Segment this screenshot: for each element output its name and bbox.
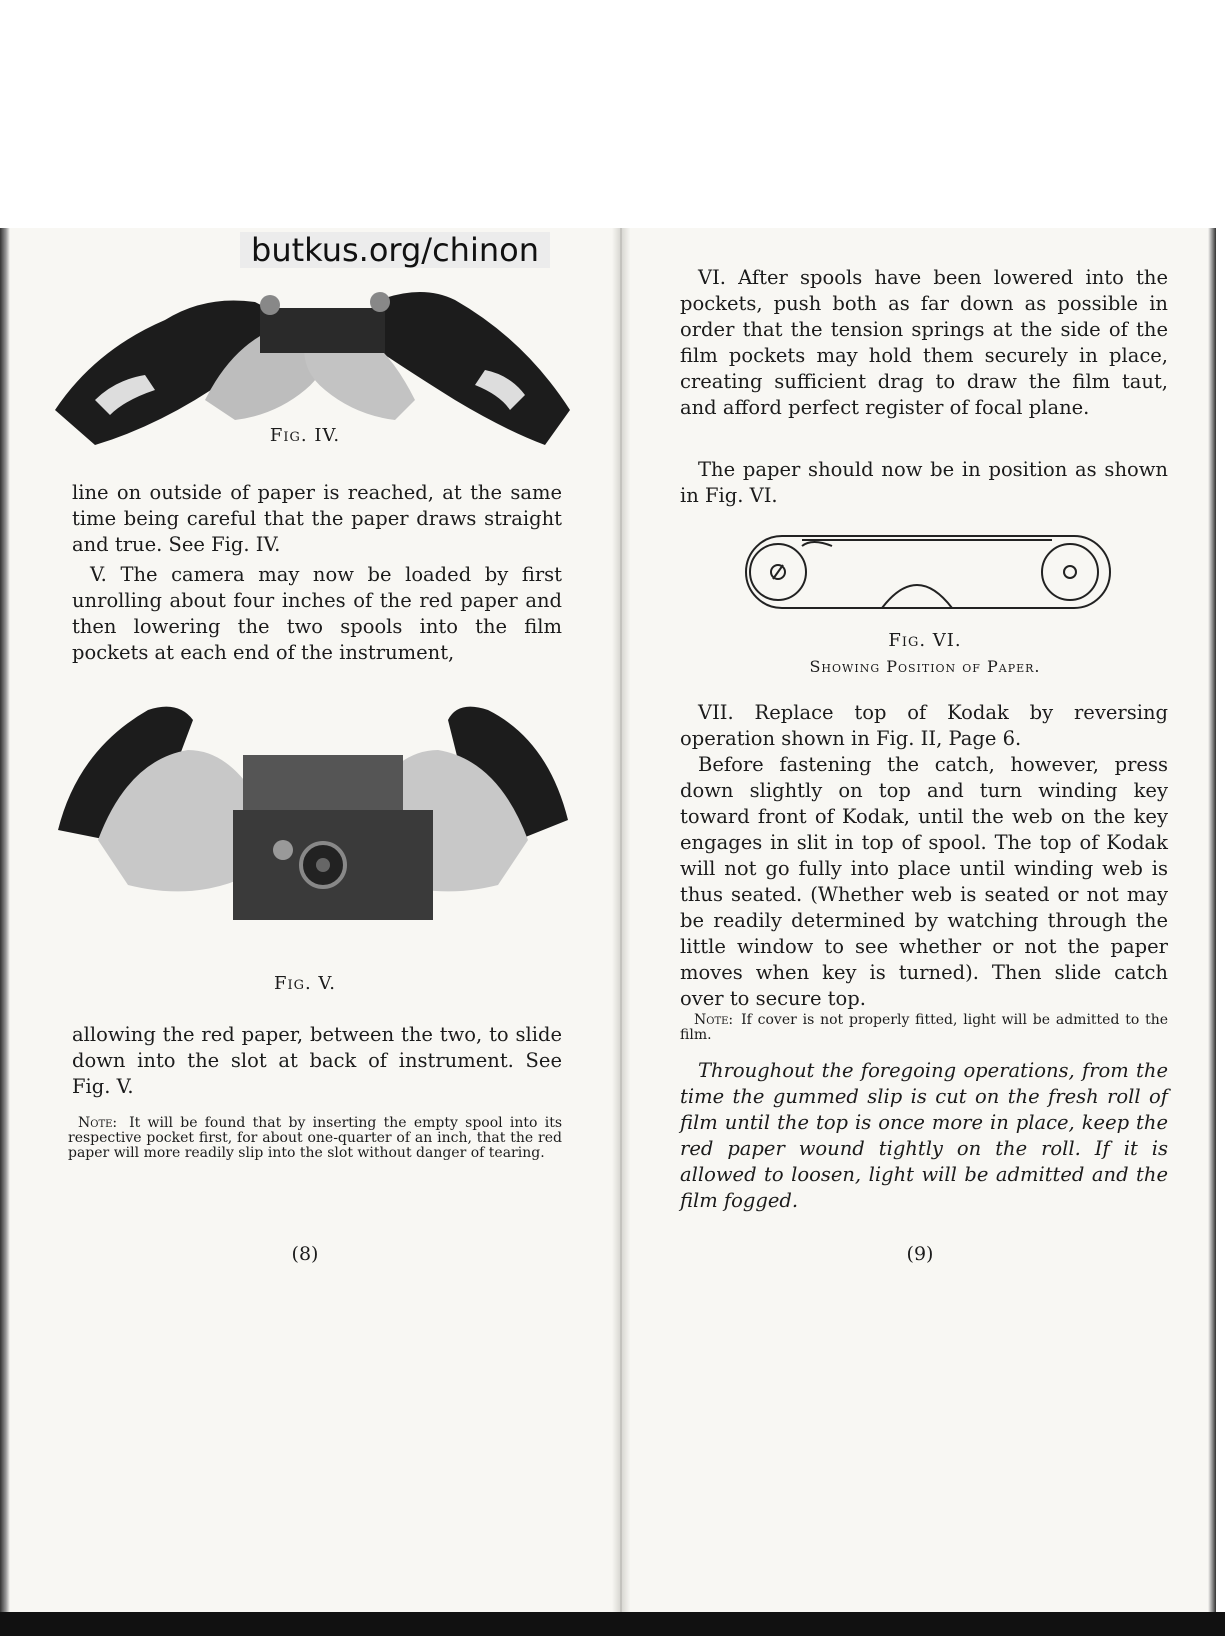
- left-note-label: Note:: [78, 1115, 118, 1131]
- right-paragraph-4: Before fastening the catch, however, press down slightly on top and turn winding key toward front of Kodak, until the web on the key engages in slit in top of spool. The top of Kodak will not go fully into place until winding web is thus seated. (Whether web is seated or not may be readily determined by watching through the little window to see whether or not the paper moves when key is turned). Then slide catch over to secure top.: [680, 753, 1168, 1010]
- left-page-number: (8): [291, 1243, 319, 1265]
- right-page-number: (9): [906, 1243, 934, 1265]
- fig4-caption: Fig. IV.: [269, 425, 341, 446]
- left-paragraph-3: allowing the red paper, between the two, to slide down into the slot at back of instrument. See Fig. V.: [72, 1023, 562, 1098]
- right-paragraph-2: The paper should now be in position as shown in Fig. VI.: [680, 458, 1168, 507]
- left-page-edge: [0, 228, 10, 1628]
- right-page-edge: [1208, 228, 1216, 1628]
- left-note-text: It will be found that by inserting the empty spool into its respective pocket first, for about one-quarter of an inch, that the red paper will more readily slip into the slot without danger of tearing.: [68, 1115, 562, 1161]
- left-paragraph-1: line on outside of paper is reached, at the same time being careful that the paper draws straight and true. See Fig. IV.: [72, 481, 562, 556]
- fig5-caption: Fig. V.: [273, 973, 337, 994]
- book-gutter: [612, 228, 630, 1628]
- fig6-subcaption: Showing Position of Paper.: [809, 657, 1041, 676]
- right-note: [680, 1013, 1168, 1043]
- fig5-illustration: [58, 700, 568, 940]
- right-note-label: Note:: [694, 1012, 734, 1028]
- fig6-diagram: [742, 532, 1114, 614]
- left-note: [68, 1116, 562, 1161]
- fig6-caption: Fig. VI.: [888, 630, 962, 651]
- book-bottom-edge: [0, 1612, 1225, 1636]
- right-paragraph-1: VI. After spools have been lowered into the pockets, push both as far down as possible in order that the tension springs at the side of the film pockets may hold them securely in place, creating sufficient drag to draw the film taut, and afford perfect register of focal plane.: [680, 266, 1168, 419]
- left-paragraph-2: V. The camera may now be loaded by first unrolling about four inches of the red paper and then lowering the two spools into the film pockets at each end of the instrument,: [72, 563, 562, 664]
- right-italic-paragraph: Throughout the foregoing operations, from the time the gummed slip is cut on the fresh roll of film until the top is once more in place, keep the red paper wound tightly on the roll. If it is allowed to loosen, light will be admitted and the film fogged.: [680, 1059, 1168, 1212]
- right-note-text: If cover is not properly fitted, light will be admitted to the film.: [680, 1012, 1168, 1043]
- right-paragraph-3: VII. Replace top of Kodak by reversing operation shown in Fig. II, Page 6.: [680, 701, 1168, 750]
- watermark: butkus.org/chinon: [240, 232, 550, 268]
